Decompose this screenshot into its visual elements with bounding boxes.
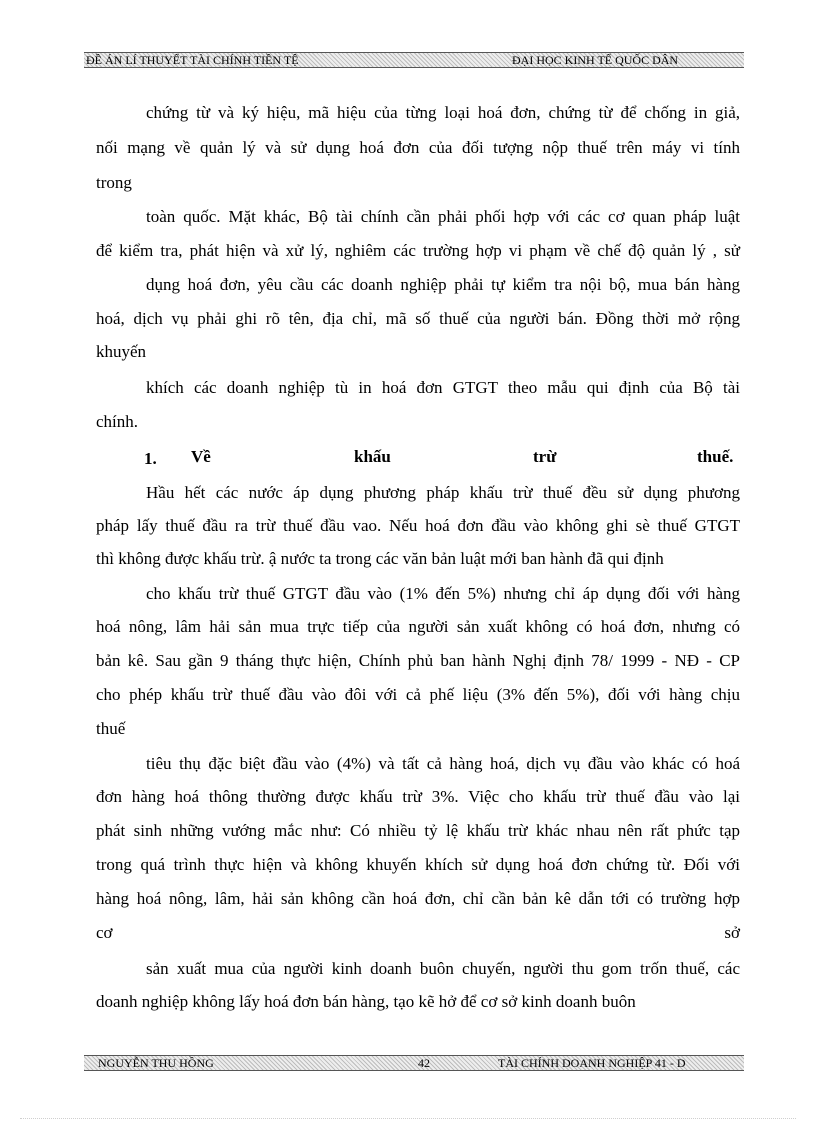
heading-word: trừ — [533, 447, 557, 466]
text-line: hoá, dịch vụ phải ghi rõ tên, địa chỉ, mã số thuế của người bán. Đồng thời mở rộng — [96, 309, 740, 328]
text-line: hàng hoá nông, lâm, hải sản không cần hoá đơn, chỉ cần bản kê dẫn tới có trường hợp — [96, 889, 740, 908]
text-line: cho khấu trừ thuế GTGT đầu vào (1% đến 5%) nhưng chỉ áp dụng đối với hàng — [146, 584, 740, 603]
text-line: chứng từ và ký hiệu, mã hiệu của từng loại hoá đơn, chứng từ để chống in giả, — [146, 103, 740, 122]
text-line: để kiểm tra, phát hiện và xử lý, nghiêm các trường hợp vi phạm về chế độ quản lý , sử — [96, 241, 740, 260]
text-line: chính. — [96, 412, 139, 431]
page-footer — [84, 1055, 744, 1071]
heading-word: Về — [191, 447, 211, 466]
text-line: sản xuất mua của người kinh doanh buôn chuyến, người thu gom trốn thuế, các — [146, 959, 740, 978]
text-line: trong quá trình thực hiện và không khuyến khích sử dụng hoá đơn chứng từ. Đối với — [96, 855, 740, 874]
text-line: khích các doanh nghiệp tù in hoá đơn GTGT theo mẫu qui định của Bộ tài — [146, 378, 740, 397]
text-line: thì không được khấu trừ. ậ nước ta trong các văn bản luật mới ban hành đã qui định — [96, 549, 664, 568]
heading-word: thuế. — [697, 447, 734, 466]
page-edge-divider — [20, 1118, 796, 1119]
text-line: toàn quốc. Mặt khác, Bộ tài chính cần phải phối hợp với các cơ quan pháp luật — [146, 207, 740, 226]
page-number: 42 — [418, 1056, 430, 1070]
text-line: tiêu thụ đặc biệt đầu vào (4%) và tất cả hàng hoá, dịch vụ đầu vào khác có hoá — [146, 754, 740, 773]
text-line: cho phép khấu trừ thuế đầu vào đôi với cả phế liệu (3% đến 5%), đối với hàng chịu — [96, 685, 740, 704]
page-header — [84, 52, 744, 68]
split-left: cơ — [96, 923, 113, 942]
text-line: Hầu hết các nước áp dụng phương pháp khấu trừ thuế đều sử dụng phương — [146, 483, 740, 502]
section-number: 1. — [144, 449, 157, 468]
text-line: khuyến — [96, 342, 147, 361]
text-line — [96, 922, 740, 944]
header-left: ĐỀ ÁN LÍ THUYẾT TÀI CHÍNH TIỀN TỆ — [86, 53, 299, 67]
text-line: bản kê. Sau gần 9 tháng thực hiện, Chính phủ ban hành Nghị định 78/ 1999 - NĐ - CP — [96, 651, 740, 670]
text-line: phát sinh những vướng mắc như: Có nhiều tỷ lệ khấu trừ khác nhau nên rất phức tạp — [96, 821, 740, 840]
footer-class: TÀI CHÍNH DOANH NGHIỆP 41 - D — [498, 1056, 686, 1070]
text-line: hoá nông, lâm hải sản mua trực tiếp của người sản xuất không có hoá đơn, nhưng có — [96, 617, 740, 636]
text-line: trong — [96, 173, 132, 192]
text-line: dụng hoá đơn, yêu cầu các doanh nghiệp phải tự kiểm tra nội bộ, mua bán hàng — [146, 275, 740, 294]
text-line: pháp lấy thuế đầu ra trừ thuế đầu vao. Nếu hoá đơn đầu vào không ghi sè thuế GTGT — [96, 516, 740, 535]
text-line: doanh nghiệp không lấy hoá đơn bán hàng, tạo kẽ hở để cơ sở kinh doanh buôn — [96, 992, 636, 1011]
heading-word: khấu — [354, 447, 391, 466]
footer-author: NGUYỄN THU HỒNG — [98, 1056, 214, 1070]
split-right: sở — [724, 923, 740, 942]
text-line: đơn hàng hoá thông thường được khấu trừ 3%. Việc cho khấu trừ thuế đầu vào lại — [96, 787, 740, 806]
text-line: thuế — [96, 719, 126, 738]
header-right: ĐẠI HỌC KINH TẾ QUỐC DÂN — [512, 53, 679, 67]
text-line: nối mạng về quản lý và sử dụng hoá đơn của đối tượng nộp thuế trên máy vi tính — [96, 138, 740, 157]
